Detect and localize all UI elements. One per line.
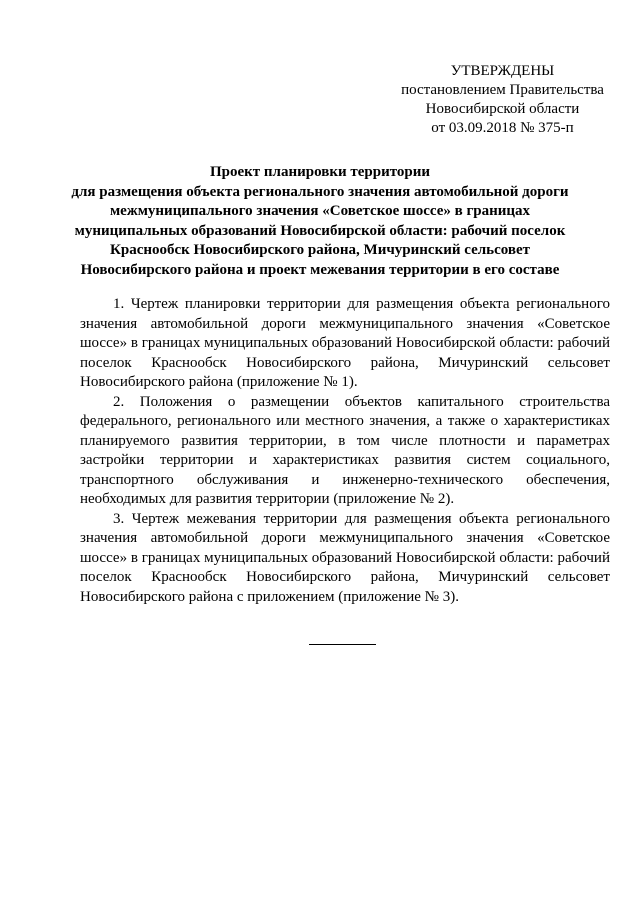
approval-date-number: от 03.09.2018 № 375-п [431,120,574,136]
title-line: для размещения объекта регионального значения автомобильной дороги [71,183,569,200]
document-body [80,295,610,607]
title-line: Краснообск Новосибирского района, Мичуринский сельсовет [109,242,531,258]
document-title [60,163,580,280]
approval-heading: УТВЕРЖДЕНЫ [450,63,555,79]
approval-authority: постановлением Правительства [401,82,604,98]
approval-region: Новосибирской области [425,101,580,117]
list-item: 1. Чертеж планировки территории для размещения объекта регионального значения автомобильной дороги межмуниципального значения «Советское шоссе» в границах муниципальных образований Новосибирской области: рабочий поселок Краснообск Новосибирского района, Мичуринский сельсовет Новосибирского района (приложение № 1). [80,296,610,390]
title-line: межмуниципального значения «Советское шоссе» в границах [109,203,531,219]
title-line: муниципальных образований Новосибирской области: рабочий поселок [74,222,566,239]
list-item: 3. Чертеж межевания территории для размещения объекта регионального значения автомобильной дороги межмуниципального значения «Советское шоссе» в границах муниципальных образований Новосибирской области: рабочий поселок Краснообск Новосибирского района, Мичуринский сельсовет Новосибирского района с приложением (приложение № 3). [80,510,610,605]
title-line: Проект планировки территории [209,164,431,180]
approval-stamp [395,62,610,138]
title-line: Новосибирского района и проект межевания территории в его составе [80,261,560,278]
list-item: 2. Положения о размещении объектов капитального строительства федерального, регионального или местного значения, а также о характеристиках планируемого развития территории, в том числе плотности и параметрах застройки территории и характеристиках развития систем социального, транспортного обслуживания и инженерно-технического обеспечения, необходимых для развития территории (приложение № 2). [80,393,610,507]
end-divider [309,644,376,645]
